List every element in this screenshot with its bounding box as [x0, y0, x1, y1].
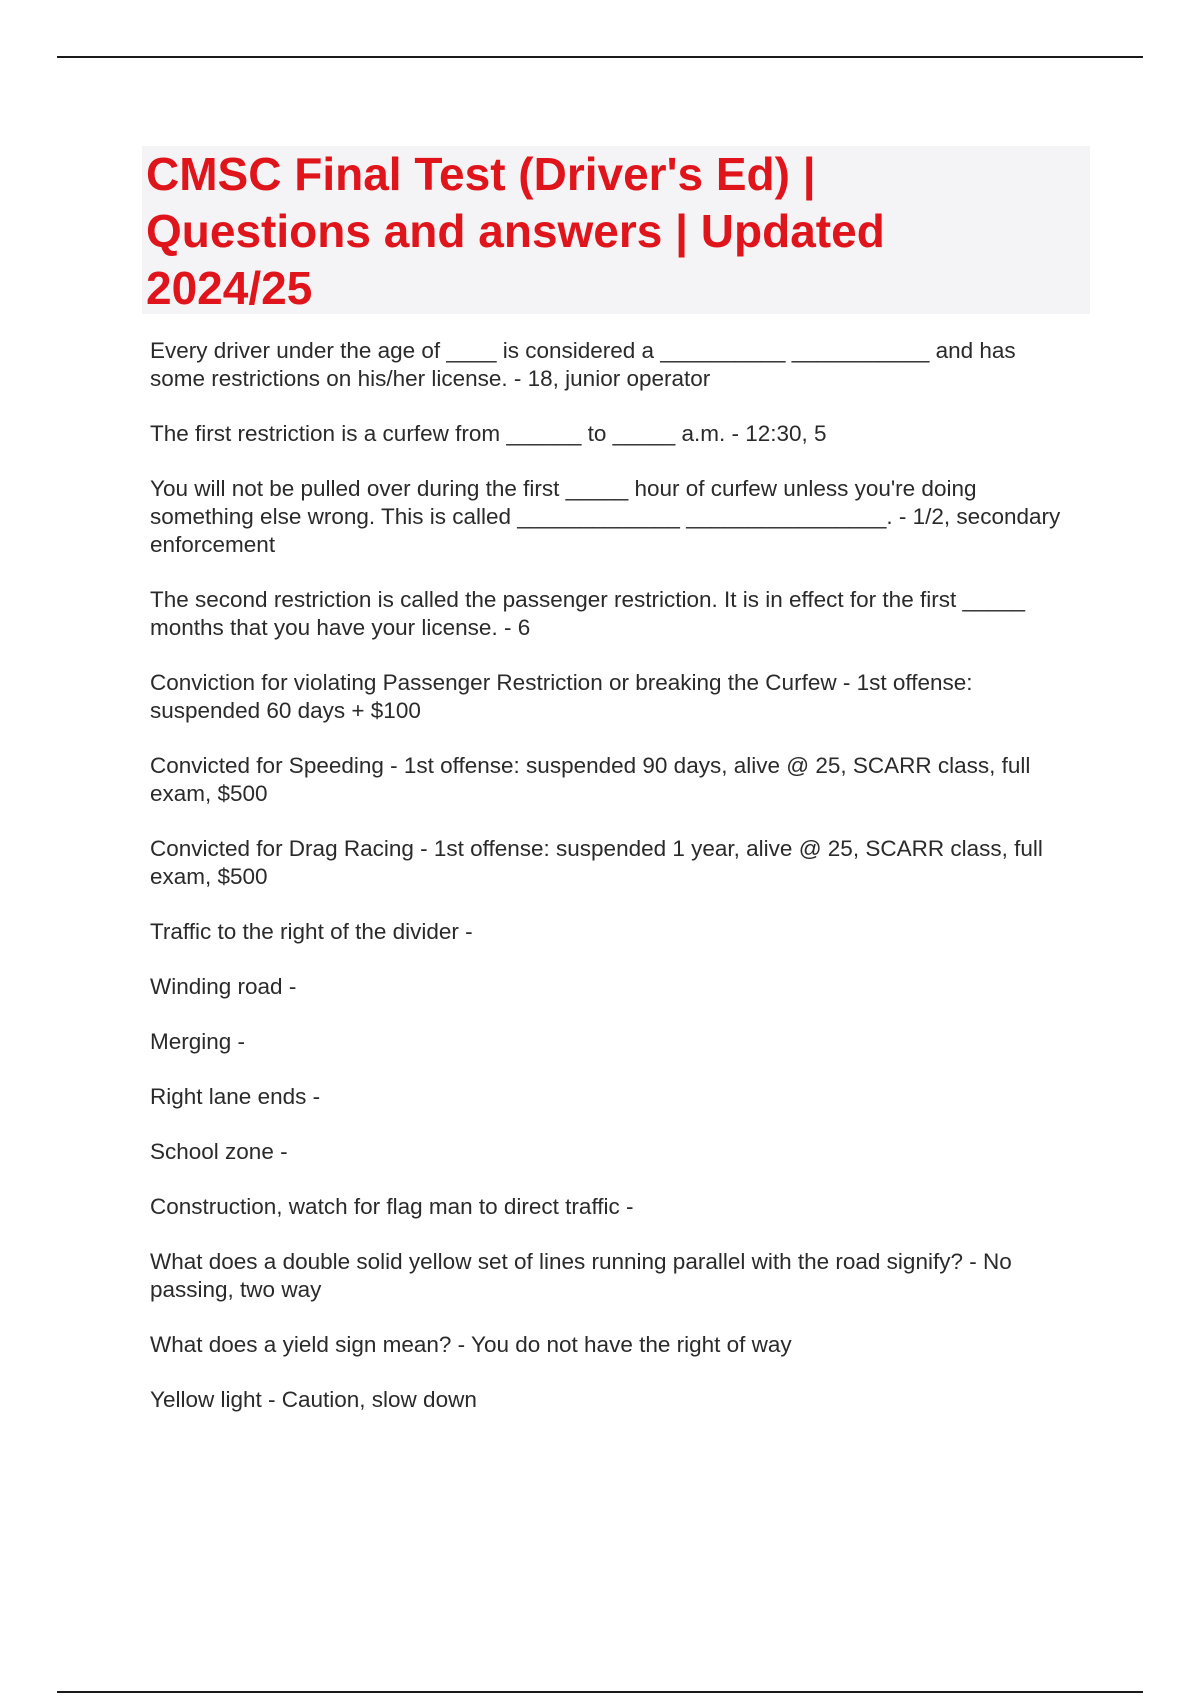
- qa-item: What does a yield sign mean? - You do not have the right of way: [150, 1332, 792, 1357]
- qa-item: Winding road -: [150, 974, 297, 999]
- qa-item: School zone -: [150, 1139, 288, 1164]
- qa-item: Yellow light - Caution, slow down: [150, 1387, 477, 1412]
- document-title: CMSC Final Test (Driver's Ed) | Questions and answers | Updated 2024/25: [146, 148, 885, 314]
- qa-item: The second restriction is called the passenger restriction. It is in effect for the first _____ months that you have your license. - 6: [150, 587, 1026, 640]
- qa-item: Merging -: [150, 1029, 246, 1054]
- qa-item: You will not be pulled over during the first _____ hour of curfew unless you're doing something else wrong. This is called _____________ ________________. - 1/2, secondary enforcement: [150, 476, 1061, 557]
- qa-item: Conviction for violating Passenger Restriction or breaking the Curfew - 1st offense: suspended 60 days + $100: [150, 670, 973, 723]
- qa-item: Convicted for Drag Racing - 1st offense: suspended 1 year, alive @ 25, SCARR class, full exam, $500: [150, 836, 1043, 889]
- qa-item: Every driver under the age of ____ is considered a __________ ___________ and has some restrictions on his/her license. - 18, junior operator: [150, 338, 1016, 391]
- qa-list: [150, 337, 1072, 1441]
- qa-item: What does a double solid yellow set of lines running parallel with the road signify? - No passing, two way: [150, 1249, 1012, 1302]
- qa-item: The first restriction is a curfew from ______ to _____ a.m. - 12:30, 5: [150, 421, 827, 446]
- top-divider: [57, 56, 1143, 58]
- qa-item: Convicted for Speeding - 1st offense: suspended 90 days, alive @ 25, SCARR class, full exam, $500: [150, 753, 1031, 806]
- qa-item: Traffic to the right of the divider -: [150, 919, 473, 944]
- qa-item: Right lane ends -: [150, 1084, 321, 1109]
- qa-item: Construction, watch for flag man to direct traffic -: [150, 1194, 634, 1219]
- bottom-divider: [57, 1691, 1143, 1693]
